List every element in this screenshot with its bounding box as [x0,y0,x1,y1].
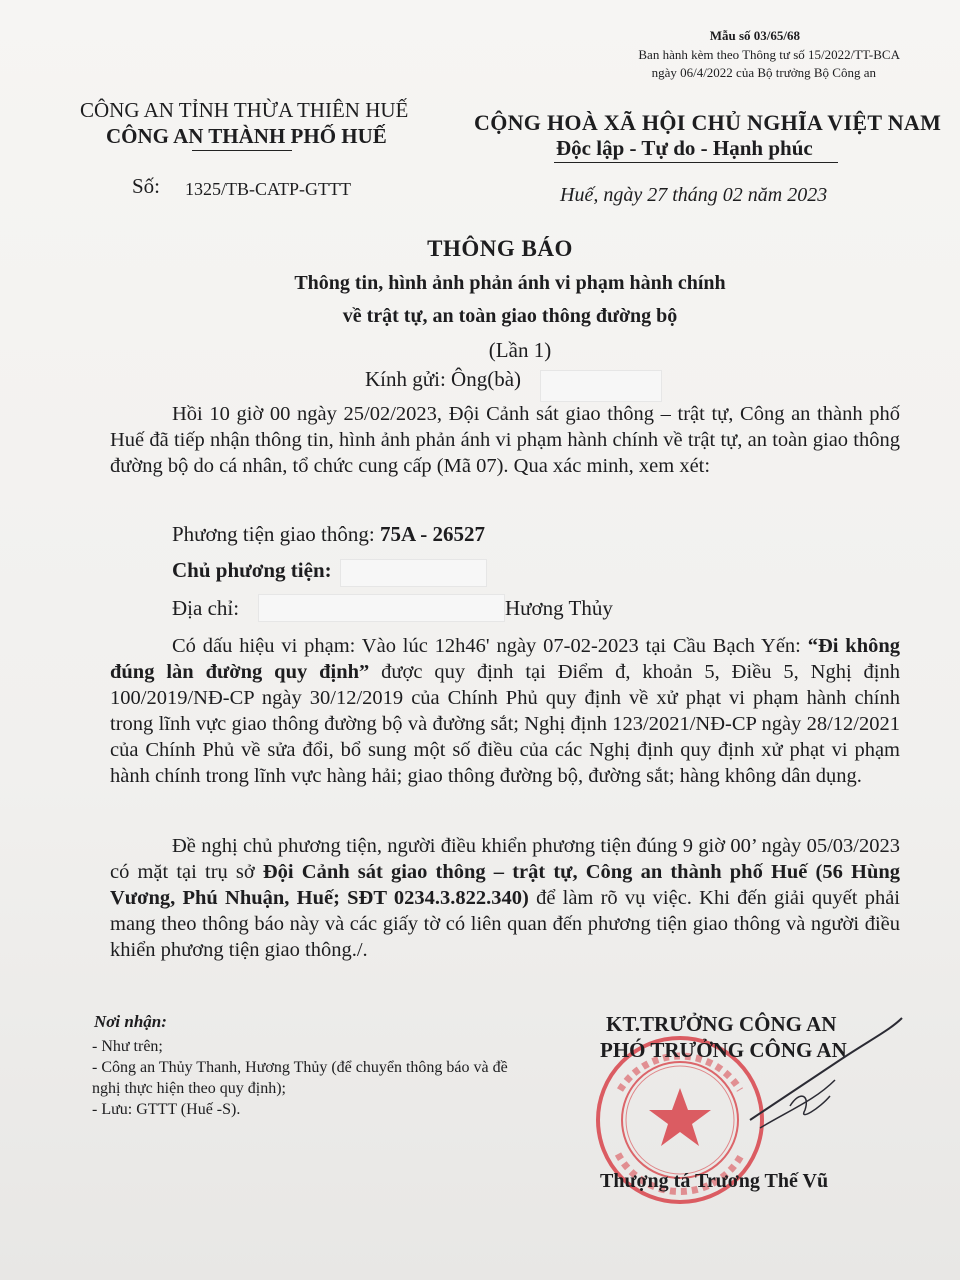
recipient-item: - Lưu: GTTT (Huế -S). [92,1101,241,1118]
request-paragraph [110,833,900,963]
signer-name: Thượng tá Trương Thế Vũ [600,1170,829,1192]
request-start: Đề nghị chủ phương tiện, người điều khiển phương tiện đúng 9 giờ 00’ ngày 05/03/2023 có mặt tại trụ sở [110,835,900,883]
subtitle-line2: về trật tự, an toàn giao thông đường bộ [342,305,678,327]
address-label: Địa chỉ: [172,596,240,620]
recipient-item: - Như trên; [92,1038,163,1055]
nation-name: CỘNG HOÀ XÃ HỘI CHỦ NGHĨA VIỆT NAM [474,110,942,135]
page-title: THÔNG BÁO [427,236,573,261]
issuer-underline [192,150,292,151]
motto-underline [554,162,838,163]
intro-paragraph [110,401,900,479]
recipient-item: - Công an Thủy Thanh, Hương Thủy (để chuyển thông báo và đề nghị thực hiện theo quy định); [92,1059,508,1097]
issuer: CÔNG AN THÀNH PHỐ HUẾ [106,124,387,148]
recipients-title: Nơi nhận: [94,1012,167,1031]
form-note-line1: Ban hành kèm theo Thông tư số 15/2022/TT-BCA [638,47,900,62]
owner-label: Chủ phương tiện: [172,558,332,582]
subtitle-line1: Thông tin, hình ảnh phản ánh vi phạm hành chính [294,272,726,294]
doc-number: 1325/TB-CATP-GTTT [185,179,351,199]
signature-title-line1: KT.TRƯỞNG CÔNG AN [606,1012,837,1036]
redacted-address [258,594,505,622]
address-field [172,596,239,621]
violation-name: “Đi không đúng làn đường quy định” [110,635,900,683]
addressee-label: Kính gửi: Ông(bà) [365,367,522,391]
issuer-parent: CÔNG AN TỈNH THỪA THIÊN HUẾ [80,98,409,122]
request-end: để làm rõ vụ việc. Khi đến giải quyết phải mang theo thông báo này và các giấy tờ có liên quan đến phương tiện giao thông và người điều khiển phương tiện giao thông./. [110,887,900,961]
vehicle-field [172,522,485,547]
national-motto: Độc lập - Tự do - Hạnh phúc [556,136,813,160]
signature-title-line2: PHÓ TRƯỞNG CÔNG AN [600,1038,847,1062]
form-number: Mẫu số 03/65/68 [709,28,800,43]
violation-intro: Có dấu hiệu vi phạm: Vào lúc 12h46' ngày 07-02-2023 tại Cầu Bạch Yến: [172,635,801,657]
vehicle-label: Phương tiện giao thông: [172,522,375,546]
redacted-addressee [540,370,662,402]
issue-number: (Lần 1) [488,338,552,362]
place-date: Huế, ngày 27 tháng 02 năm 2023 [560,184,828,206]
violation-paragraph [110,633,900,789]
violation-legal-basis: được quy định tại Điểm đ, khoản 5, Điều 5, Nghị định 100/2019/NĐ-CP ngày 30/12/2019 của Chính Phủ quy định về xử phạt vi phạm hành chính trong lĩnh vực giao thông đường bộ và đường sắt; Nghị định 123/2021/NĐ-CP ngày 28/12/2021 của Chính Phủ về sửa đổi, bổ sung một số điều của các Nghị định quy định xử phạt vi phạm hành chính trong lĩnh vực hàng hải; giao thông đường bộ, đường sắt; hàng không dân dụng. [110,661,900,787]
address-tail: Hương Thủy [505,596,613,620]
vehicle-plate: 75A - 26527 [379,522,485,546]
owner-field [172,558,332,583]
redacted-owner [340,559,487,587]
doc-number-label: Số: [132,174,161,198]
recipients-list [92,1036,522,1120]
handwritten-signature [640,1010,920,1170]
form-note-line2: ngày 06/4/2022 của Bộ trưởng Bộ Công an [651,65,876,80]
request-place: Đội Cảnh sát giao thông – trật tự, Công an thành phố Huế (56 Hùng Vương, Phú Nhuận, Huế; SĐT 0234.3.822.340) [110,861,901,909]
intro-text: Hồi 10 giờ 00 ngày 25/02/2023, Đội Cảnh sát giao thông – trật tự, Công an thành phố Huế đã tiếp nhận thông tin, hình ảnh phản ánh vi phạm hành chính về trật tự, an toàn giao thông đường bộ do cá nhân, tổ chức cung cấp (Mã 07). Qua xác minh, xem xét: [110,403,900,477]
